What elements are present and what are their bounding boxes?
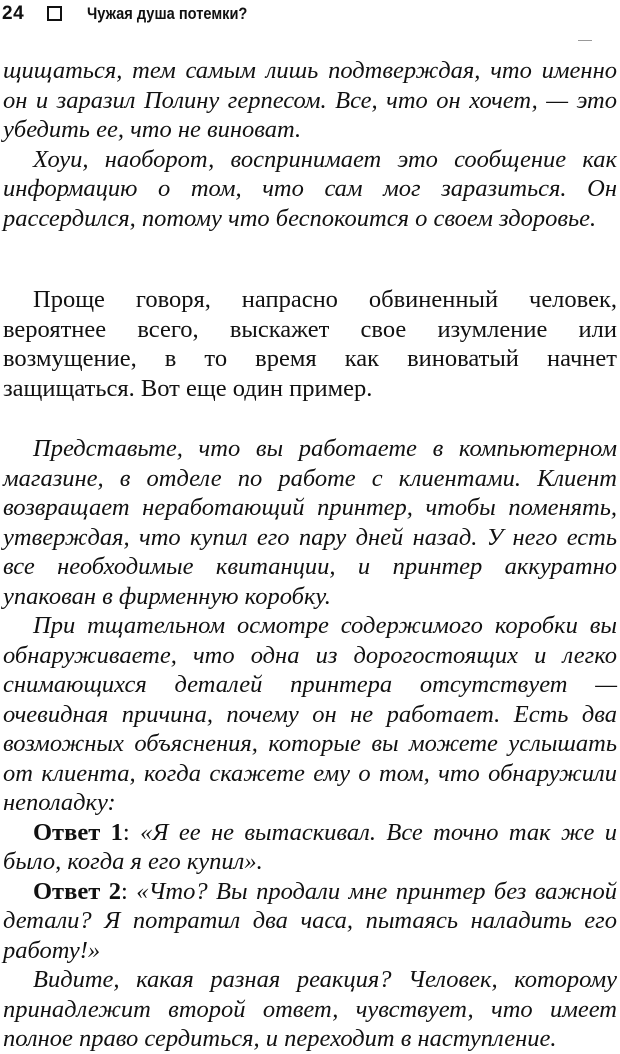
- paragraph-printer-example: Представьте, что вы работаете в компьютерном магазине, в отделе по работе с клиентами. Клиент возвращает неработающий принтер, чтобы поменять, утверждая, что купил его пару дней назад. У него есть все необходимые квитанции, и принтер аккуратно упакован в фирменную коробку.: [3, 435, 617, 610]
- answer-2-text: «Что? Вы продали мне принтер без важной детали? Я потратил два часа, пытаясь наладить его работу!»: [3, 877, 617, 964]
- italic-block-2: [3, 434, 617, 1054]
- answer-2: [3, 877, 617, 966]
- paragraph-conclusion: Видите, какая разная реакция? Человек, которому принадлежит второй ответ, чувствует, что имеет полное право сердиться, и переходит в наступление.: [3, 966, 617, 1052]
- answer-1: [3, 818, 617, 877]
- paragraph-inspection: При тщательном осмотре содержимого коробки вы обнаруживаете, что одна из дорогостоящих и легко снимающихся деталей принтера отсутствует — очевидная причина, почему он не работает. Есть два возможных объяснения, которые вы можете услышать от клиента, когда скажете ему о том, что обнаружили неполадку:: [3, 612, 617, 816]
- square-bullet-icon: [47, 6, 62, 21]
- running-title: Чужая душа потемки?: [87, 4, 248, 23]
- page-header: [0, 0, 620, 30]
- answer-2-colon: :: [120, 877, 128, 905]
- paragraph-continuation: щищаться, тем самым лишь подтверждая, что именно он и заразил Полину герпесом. Все, что он хочет, — это убедить ее, что не виноват.: [3, 57, 617, 143]
- answer-2-label: Ответ 2: [33, 877, 121, 905]
- answer-1-colon: :: [122, 818, 130, 846]
- regular-block: [3, 285, 617, 403]
- answer-1-text: «Я ее не вытаскивал. Все точно так же и было, когда я его купил».: [3, 818, 617, 875]
- paragraph-howie: Хоуи, наоборот, воспринимает это сообщение как информацию о том, что сам мог заразиться. Он рассердился, потому что беспокоится о своем здоровье.: [3, 145, 617, 232]
- answer-1-label: Ответ 1: [33, 818, 123, 846]
- margin-dash-mark: [578, 40, 592, 41]
- italic-block-1: [3, 56, 617, 233]
- paragraph-summary: Проще говоря, напрасно обвиненный человек, вероятнее всего, выскажет свое изумление или возмущение, в то время как виноватый начнет защищаться. Вот еще один пример.: [3, 286, 617, 402]
- page-number: 24: [2, 3, 25, 24]
